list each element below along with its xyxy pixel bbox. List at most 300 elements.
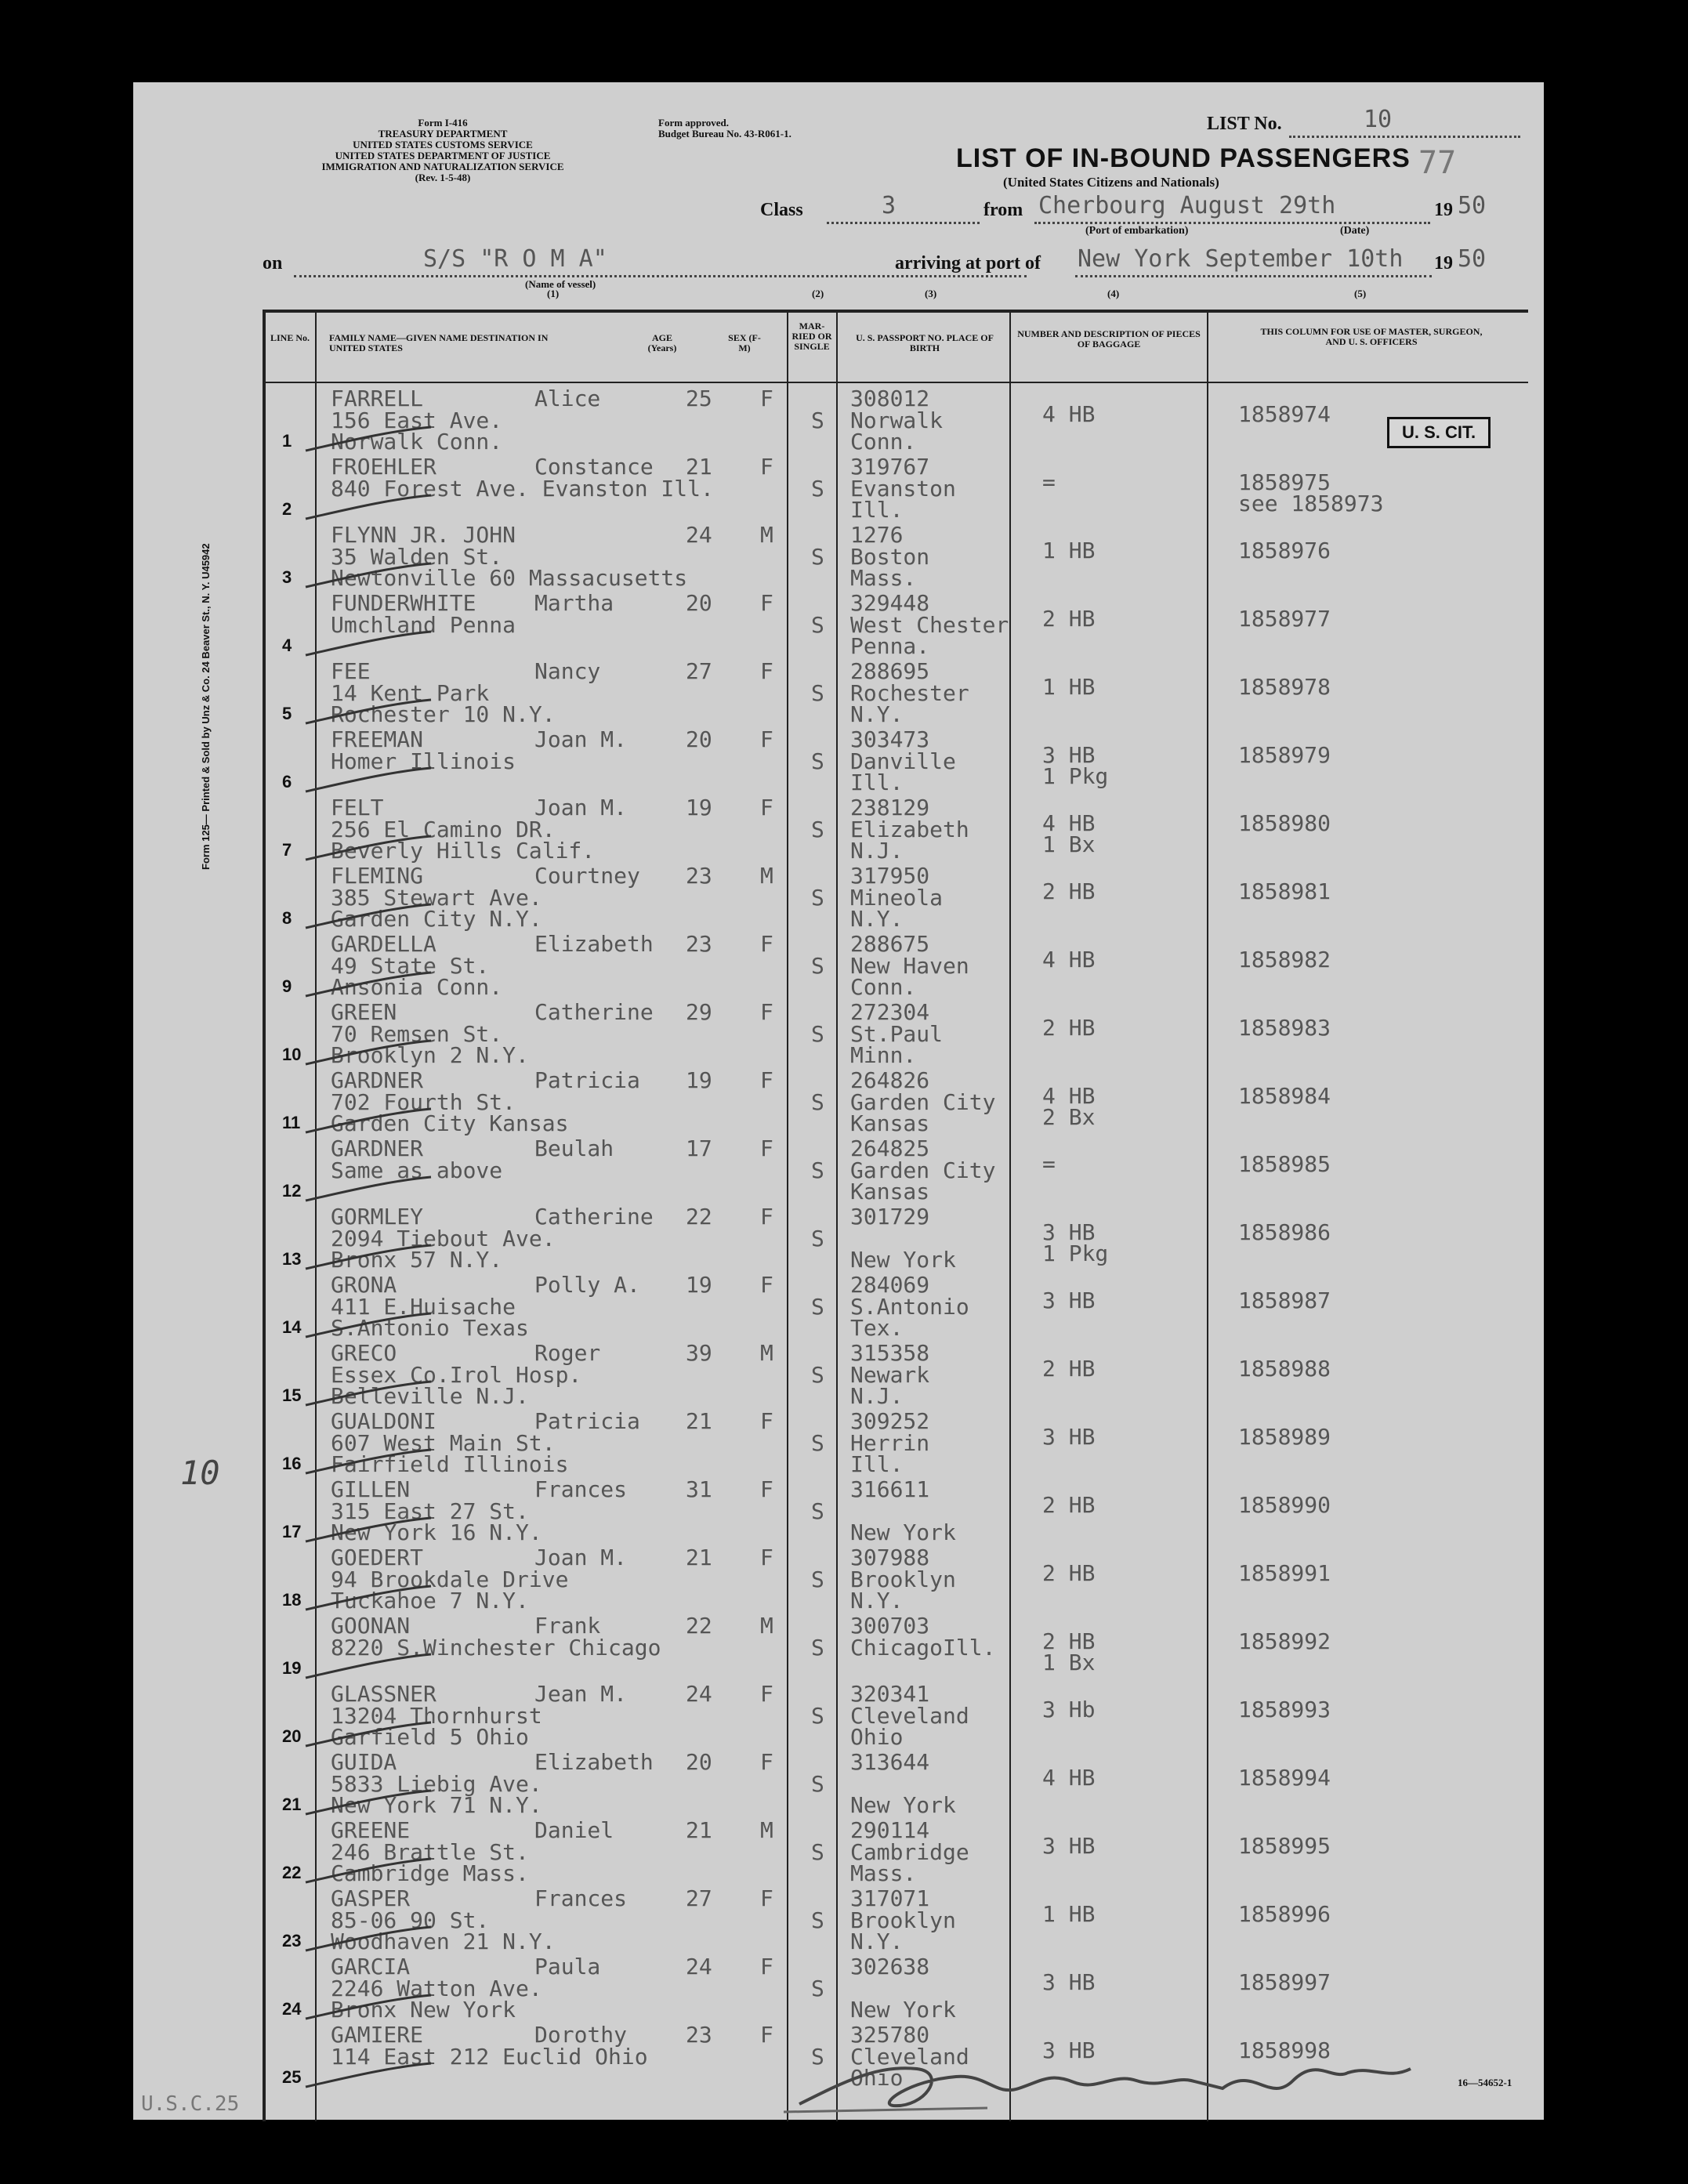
family-name: GUALDONI — [331, 1408, 436, 1434]
table-row — [133, 1270, 1544, 1341]
class-line — [827, 222, 980, 224]
sex: F — [760, 658, 773, 684]
address-line-1: 49 State St. — [331, 953, 490, 979]
line-number: 25 — [282, 2067, 302, 2087]
table-row — [133, 1202, 1544, 1273]
line-number: 3 — [282, 567, 292, 587]
officer-number: 1858987 — [1238, 1288, 1331, 1313]
place-of-birth-2: Penna. — [850, 633, 930, 659]
address-line-2: Fairfield Illinois — [331, 1451, 569, 1477]
baggage-2: 1 Pkg — [1042, 763, 1109, 789]
age: 24 — [686, 522, 712, 548]
place-of-birth-1: St.Paul — [850, 1021, 944, 1047]
officer-number: 1858980 — [1238, 810, 1331, 836]
passport-number: 302638 — [850, 1954, 930, 1979]
family-name: FEE — [331, 658, 371, 684]
officer-note: see 1858973 — [1238, 491, 1384, 516]
officer-number: 1858981 — [1238, 878, 1331, 904]
line-number: 9 — [282, 976, 292, 996]
justice-dept: UNITED STATES DEPARTMENT OF JUSTICE — [335, 150, 551, 161]
place-of-birth-2: Conn. — [850, 974, 917, 1000]
age: 21 — [686, 454, 712, 480]
given-name: Jean M. — [534, 1681, 628, 1707]
baggage-1: 1 HB — [1042, 674, 1096, 700]
passport-number: 264825 — [850, 1135, 930, 1161]
age: 23 — [686, 2022, 712, 2048]
given-name: Joan M. — [534, 795, 628, 820]
marital-status: S — [811, 1566, 824, 1592]
budget-bureau: Budget Bureau No. 43-R061-1. — [658, 128, 791, 139]
given-name: Catherine — [534, 999, 654, 1025]
marital-status: S — [811, 1771, 824, 1797]
given-name: Joan M. — [534, 1545, 628, 1570]
address-line-1: 94 Brookdale Drive — [331, 1566, 569, 1592]
passport-number: 315358 — [850, 1340, 930, 1366]
given-name: Dorothy — [534, 2022, 628, 2048]
marital-status: S — [811, 1021, 824, 1047]
revision: (Rev. 1-5-48) — [415, 172, 471, 183]
marital-status: S — [811, 476, 824, 502]
marital-status: S — [811, 1157, 824, 1183]
place-of-birth-1: S.Antonio — [850, 1294, 969, 1320]
from-year: 50 — [1458, 192, 1487, 219]
place-of-birth-2: N.Y. — [850, 1588, 904, 1614]
vessel-line — [294, 275, 1027, 277]
officer-number: 1858990 — [1238, 1492, 1331, 1518]
family-name: GAMIERE — [331, 2022, 424, 2048]
line-number: 2 — [282, 499, 292, 519]
manifest-sheet — [133, 82, 1544, 2120]
officer-number: 1858991 — [1238, 1560, 1331, 1586]
place-of-birth-1: Brooklyn — [850, 1907, 956, 1933]
address-line-2: Norwalk Conn. — [331, 429, 503, 455]
check-mark-icon — [302, 969, 435, 1000]
check-mark-icon — [302, 560, 435, 591]
check-mark-icon — [302, 1719, 435, 1750]
marital-status: S — [811, 885, 824, 911]
family-name: GREEN — [331, 999, 397, 1025]
line-number: 8 — [282, 908, 292, 928]
baggage-2: 1 Bx — [1042, 831, 1096, 857]
passport-number: 290114 — [850, 1817, 930, 1843]
sex: F — [760, 1545, 773, 1570]
address-line-1: 14 Kent Park — [331, 680, 490, 706]
check-mark-icon — [302, 832, 435, 864]
passport-number: 308012 — [850, 386, 930, 411]
baggage-2: 1 Pkg — [1042, 1240, 1109, 1266]
header-baggage: NUMBER AND DESCRIPTION OF PIECES OF BAGGAGE — [1017, 328, 1201, 350]
marital-status: S — [811, 2044, 824, 2070]
sex: M — [760, 1613, 773, 1639]
baggage-2: 2 Bx — [1042, 1104, 1096, 1130]
arriving-value: New York September 10th — [1078, 245, 1404, 273]
baggage-1: 3 HB — [1042, 1969, 1096, 1995]
family-name: GARDELLA — [331, 931, 436, 957]
family-name: FARRELL — [331, 386, 424, 411]
age: 23 — [686, 931, 712, 957]
baggage-1: 3 HB — [1042, 1288, 1096, 1313]
from-year-prefix: 19 — [1434, 200, 1453, 220]
check-mark-icon — [302, 1514, 435, 1545]
table-row — [133, 657, 1544, 725]
place-of-birth-1: Brooklyn — [850, 1566, 956, 1592]
passport-number: 316611 — [850, 1476, 930, 1502]
baggage-1: 4 HB — [1042, 1083, 1096, 1109]
address-line-1: 385 Stewart Ave. — [331, 885, 542, 911]
age: 20 — [686, 590, 712, 616]
place-of-birth-1: Newark — [850, 1362, 930, 1388]
passport-number: 309252 — [850, 1408, 930, 1434]
on-label: on — [263, 253, 283, 273]
sex: F — [760, 386, 773, 411]
check-mark-icon — [302, 1309, 435, 1341]
family-name: FLYNN JR. JOHN — [331, 522, 516, 548]
table-row — [133, 1816, 1544, 1884]
given-name: Courtney — [534, 863, 640, 889]
sex: F — [760, 1954, 773, 1979]
officer-number: 1858997 — [1238, 1969, 1331, 1995]
table-row — [133, 1884, 1544, 1952]
age: 27 — [686, 1885, 712, 1911]
line-number: 19 — [282, 1658, 302, 1678]
sex: F — [760, 1885, 773, 1911]
place-of-birth-2: Conn. — [850, 429, 917, 455]
check-mark-icon — [302, 1241, 435, 1273]
address-line-2: Bronx 57 N.Y. — [331, 1247, 503, 1273]
check-mark-icon — [302, 1378, 435, 1409]
officer-number: 1858983 — [1238, 1015, 1331, 1041]
place-of-birth-1: Norwalk — [850, 407, 944, 433]
marital-status: S — [811, 953, 824, 979]
line-number: 10 — [282, 1045, 302, 1064]
address-line-1: 114 East 212 Euclid Ohio — [331, 2044, 648, 2070]
address-line-1: 8220 S.Winchester Chicago — [331, 1635, 661, 1661]
passport-number: 329448 — [850, 590, 930, 616]
col-num-1: (1) — [547, 288, 560, 299]
address-line-1: 702 Fourth St. — [331, 1089, 516, 1115]
officer-number: 1858998 — [1238, 2037, 1331, 2063]
passport-number: 317950 — [850, 863, 930, 889]
given-name: Alice — [534, 386, 601, 411]
table-row — [133, 1952, 1544, 2023]
family-name: FREEMAN — [331, 726, 424, 752]
header-age: AGE (Years) — [647, 332, 677, 353]
address-line-2: Ansonia Conn. — [331, 974, 503, 1000]
age: 23 — [686, 863, 712, 889]
address-line-1: 411 E.Huisache — [331, 1294, 516, 1320]
line-number: 5 — [282, 704, 292, 723]
table-row — [133, 1679, 1544, 1748]
baggage-1: 3 Hb — [1042, 1697, 1096, 1722]
baggage-1: 3 HB — [1042, 2037, 1096, 2063]
sex: M — [760, 1340, 773, 1366]
officer-number: 1858996 — [1238, 1901, 1331, 1927]
officer-number: 1858984 — [1238, 1083, 1331, 1109]
from-value: Cherbourg August 29th — [1038, 192, 1336, 219]
passport-number: 1276 — [850, 522, 904, 548]
family-name: GARDNER — [331, 1135, 424, 1161]
baggage-1: 2 HB — [1042, 1628, 1096, 1654]
sex: M — [760, 1817, 773, 1843]
passport-number: 301729 — [850, 1204, 930, 1230]
line-number: 22 — [282, 1863, 302, 1882]
family-name: FROEHLER — [331, 454, 436, 480]
sex: F — [760, 931, 773, 957]
baggage-1: 4 HB — [1042, 810, 1096, 836]
family-name: FUNDERWHITE — [331, 590, 476, 616]
line-number: 1 — [282, 431, 292, 451]
check-mark-icon — [302, 764, 435, 795]
check-mark-icon — [302, 900, 435, 932]
given-name: Frank — [534, 1613, 601, 1639]
list-no-line — [1289, 136, 1520, 138]
passport-number: 272304 — [850, 999, 930, 1025]
marital-status: S — [811, 407, 824, 433]
family-name: GOONAN — [331, 1613, 411, 1639]
place-of-birth-2: Kansas — [850, 1179, 930, 1204]
address-line-1: 70 Remsen St. — [331, 1021, 503, 1047]
address-line-2: Tuckahoe 7 N.Y. — [331, 1588, 529, 1614]
table-row — [133, 1611, 1544, 1679]
place-of-birth-2: New York — [850, 1792, 956, 1818]
form-agency-block — [266, 118, 619, 183]
marital-status: S — [811, 1703, 824, 1729]
place-of-birth-2: Ill. — [850, 497, 904, 523]
address-line-2: Bronx New York — [331, 1997, 516, 2023]
place-of-birth-2: Mass. — [850, 1860, 917, 1886]
check-mark-icon — [302, 1446, 435, 1477]
officer-number: 1858979 — [1238, 742, 1331, 768]
baggage-1: 2 HB — [1042, 606, 1096, 632]
place-of-birth-2: New York — [850, 1997, 956, 2023]
header-name: FAMILY NAME—GIVEN NAME DESTINATION IN UNITED STATES — [329, 332, 549, 353]
arriving-label: arriving at port of — [895, 253, 1041, 273]
passport-number: 317071 — [850, 1885, 930, 1911]
passport-number: 325780 — [850, 2022, 930, 2048]
place-of-birth-1: Mineola — [850, 885, 944, 911]
marital-status: S — [811, 748, 824, 774]
check-mark-icon — [302, 2059, 435, 2091]
place-of-birth-2: Ill. — [850, 770, 904, 795]
officer-number: 1858974 — [1238, 401, 1331, 427]
address-line-1: 315 East 27 St. — [331, 1498, 529, 1524]
given-name: Constance — [534, 454, 654, 480]
table-row — [133, 725, 1544, 793]
age: 19 — [686, 1067, 712, 1093]
address-line-1: 35 Walden St. — [331, 544, 503, 570]
officer-number: 1858982 — [1238, 947, 1331, 972]
from-line — [1034, 222, 1430, 224]
place-of-birth-1: Evanston — [850, 476, 956, 502]
sex: F — [760, 1204, 773, 1230]
inspector-signature — [784, 2034, 1426, 2120]
family-name: GLASSNER — [331, 1681, 436, 1707]
table-row — [133, 929, 1544, 998]
place-of-birth-1: ChicagoIll. — [850, 1635, 996, 1661]
age: 22 — [686, 1204, 712, 1230]
place-of-birth-1: Garden City — [850, 1089, 996, 1115]
sex: F — [760, 1408, 773, 1434]
from-label: from — [983, 200, 1023, 220]
given-name: Daniel — [534, 1817, 614, 1843]
table-row — [133, 1134, 1544, 1202]
sex: F — [760, 726, 773, 752]
page-subtitle: (United States Citizens and Nationals) — [1003, 175, 1219, 190]
baggage-1: 2 HB — [1042, 1356, 1096, 1382]
address-line-1: 5833 Liebig Ave. — [331, 1771, 542, 1797]
officer-number: 1858977 — [1238, 606, 1331, 632]
baggage-1: 3 HB — [1042, 1833, 1096, 1859]
arriving-year-prefix: 19 — [1434, 253, 1453, 273]
table-row — [133, 520, 1544, 589]
baggage-1: 2 HB — [1042, 878, 1096, 904]
sex: F — [760, 795, 773, 820]
header-passport: U. S. PASSPORT NO. PLACE OF BIRTH — [856, 332, 994, 353]
place-of-birth-2: Minn. — [850, 1042, 917, 1068]
place-of-birth-1: Rochester — [850, 680, 969, 706]
address-line-2: Beverly Hills Calif. — [331, 838, 596, 864]
family-name: FELT — [331, 795, 384, 820]
baggage-1: 3 HB — [1042, 1424, 1096, 1450]
passport-number: 284069 — [850, 1272, 930, 1298]
given-name: Paula — [534, 1954, 601, 1979]
baggage-1: 1 HB — [1042, 1901, 1096, 1927]
sex: F — [760, 2022, 773, 2048]
family-name: GARDNER — [331, 1067, 424, 1093]
sex: F — [760, 1067, 773, 1093]
baggage-1: 2 HB — [1042, 1560, 1096, 1586]
passport-number: 288675 — [850, 931, 930, 957]
officer-number: 1858975 — [1238, 469, 1331, 495]
sex: F — [760, 1749, 773, 1775]
line-number: 12 — [282, 1181, 302, 1201]
line-number: 15 — [282, 1385, 302, 1405]
check-mark-icon — [302, 1582, 435, 1614]
passport-number: 264826 — [850, 1067, 930, 1093]
officer-number: 1858994 — [1238, 1765, 1331, 1791]
address-line-1: Essex Co.Irol Hosp. — [331, 1362, 582, 1388]
treasury-dept: TREASURY DEPARTMENT — [378, 128, 508, 139]
family-name: FLEMING — [331, 863, 424, 889]
place-of-birth-2: Tex. — [850, 1315, 904, 1341]
passport-number: 319767 — [850, 454, 930, 480]
age: 27 — [686, 658, 712, 684]
passport-number: 303473 — [850, 726, 930, 752]
table-row — [133, 793, 1544, 864]
line-number: 7 — [282, 840, 292, 860]
marital-status: S — [811, 1839, 824, 1865]
check-mark-icon — [302, 423, 435, 455]
address-line-1: 840 Forest Ave. Evanston Ill. — [331, 476, 714, 502]
check-mark-icon — [302, 491, 435, 523]
table-row — [133, 998, 1544, 1066]
family-name: GORMLEY — [331, 1204, 424, 1230]
family-name: GRECO — [331, 1340, 397, 1366]
header-line-no: LINE No. — [270, 332, 310, 343]
family-name: GARCIA — [331, 1954, 411, 1979]
family-name: GILLEN — [331, 1476, 411, 1502]
family-name: GUIDA — [331, 1749, 397, 1775]
line-number: 13 — [282, 1249, 302, 1269]
place-of-birth-1: Danville — [850, 748, 956, 774]
sex: F — [760, 1476, 773, 1502]
form-approved: Form approved. — [658, 117, 730, 129]
age: 24 — [686, 1954, 712, 1979]
baggage-1: 4 HB — [1042, 947, 1096, 972]
address-line-2: Rochester 10 N.Y. — [331, 701, 556, 727]
marital-status: S — [811, 1362, 824, 1388]
place-of-birth-2: New York — [850, 1247, 956, 1273]
address-line-2: Garfield 5 Ohio — [331, 1724, 529, 1750]
address-line-1: 607 West Main St. — [331, 1430, 556, 1456]
given-name: Catherine — [534, 1204, 654, 1230]
marital-status: S — [811, 1635, 824, 1661]
arriving-line — [1075, 275, 1432, 277]
age: 24 — [686, 1681, 712, 1707]
officer-number: 1858993 — [1238, 1697, 1331, 1722]
check-mark-icon — [302, 628, 435, 659]
officer-number: 1858988 — [1238, 1356, 1331, 1382]
check-mark-icon — [302, 1923, 435, 1954]
class-value: 3 — [882, 192, 897, 219]
age: 25 — [686, 386, 712, 411]
table-header-border — [263, 382, 1528, 383]
family-name: GOEDERT — [331, 1545, 424, 1570]
passport-number: 320341 — [850, 1681, 930, 1707]
officer-number: 1858989 — [1238, 1424, 1331, 1450]
page-mark: 77 — [1418, 145, 1457, 181]
table-row — [133, 452, 1544, 523]
passport-number: 238129 — [850, 795, 930, 820]
col-num-3: (3) — [925, 288, 937, 299]
given-name: Martha — [534, 590, 614, 616]
line-number: 11 — [282, 1113, 301, 1132]
table-row — [133, 1475, 1544, 1543]
class-label: Class — [760, 200, 803, 220]
age: 21 — [686, 1817, 712, 1843]
age: 22 — [686, 1613, 712, 1639]
table-row — [133, 861, 1544, 932]
age: 17 — [686, 1135, 712, 1161]
marital-status: S — [811, 1430, 824, 1456]
address-line-2: Woodhaven 21 N.Y. — [331, 1929, 556, 1954]
sex: F — [760, 1135, 773, 1161]
age: 20 — [686, 726, 712, 752]
check-mark-icon — [302, 1037, 435, 1068]
table-row — [133, 1066, 1544, 1134]
table-row — [133, 384, 1544, 455]
marital-status: S — [811, 1226, 824, 1251]
header-sex: SEX (F-M) — [728, 332, 761, 353]
sex: F — [760, 999, 773, 1025]
marital-status: S — [811, 680, 824, 706]
form-approval — [658, 118, 791, 139]
age: 19 — [686, 795, 712, 820]
date-caption: (Date) — [1340, 225, 1370, 237]
check-mark-icon — [302, 1173, 435, 1204]
place-of-birth-1: Garden City — [850, 1157, 996, 1183]
footer-left-code: U.S.C.25 — [141, 2092, 240, 2116]
age: 39 — [686, 1340, 712, 1366]
place-of-birth-1: Herrin — [850, 1430, 930, 1456]
given-name: Joan M. — [534, 726, 628, 752]
given-name: Elizabeth — [534, 1749, 654, 1775]
footer-right-code: 16—54652-1 — [1458, 2077, 1512, 2088]
place-of-birth-2: New York — [850, 1519, 956, 1545]
address-line-1: Same as above — [331, 1157, 503, 1183]
place-of-birth-2: N.Y. — [850, 1929, 904, 1954]
baggage-1: 4 HB — [1042, 1765, 1096, 1791]
